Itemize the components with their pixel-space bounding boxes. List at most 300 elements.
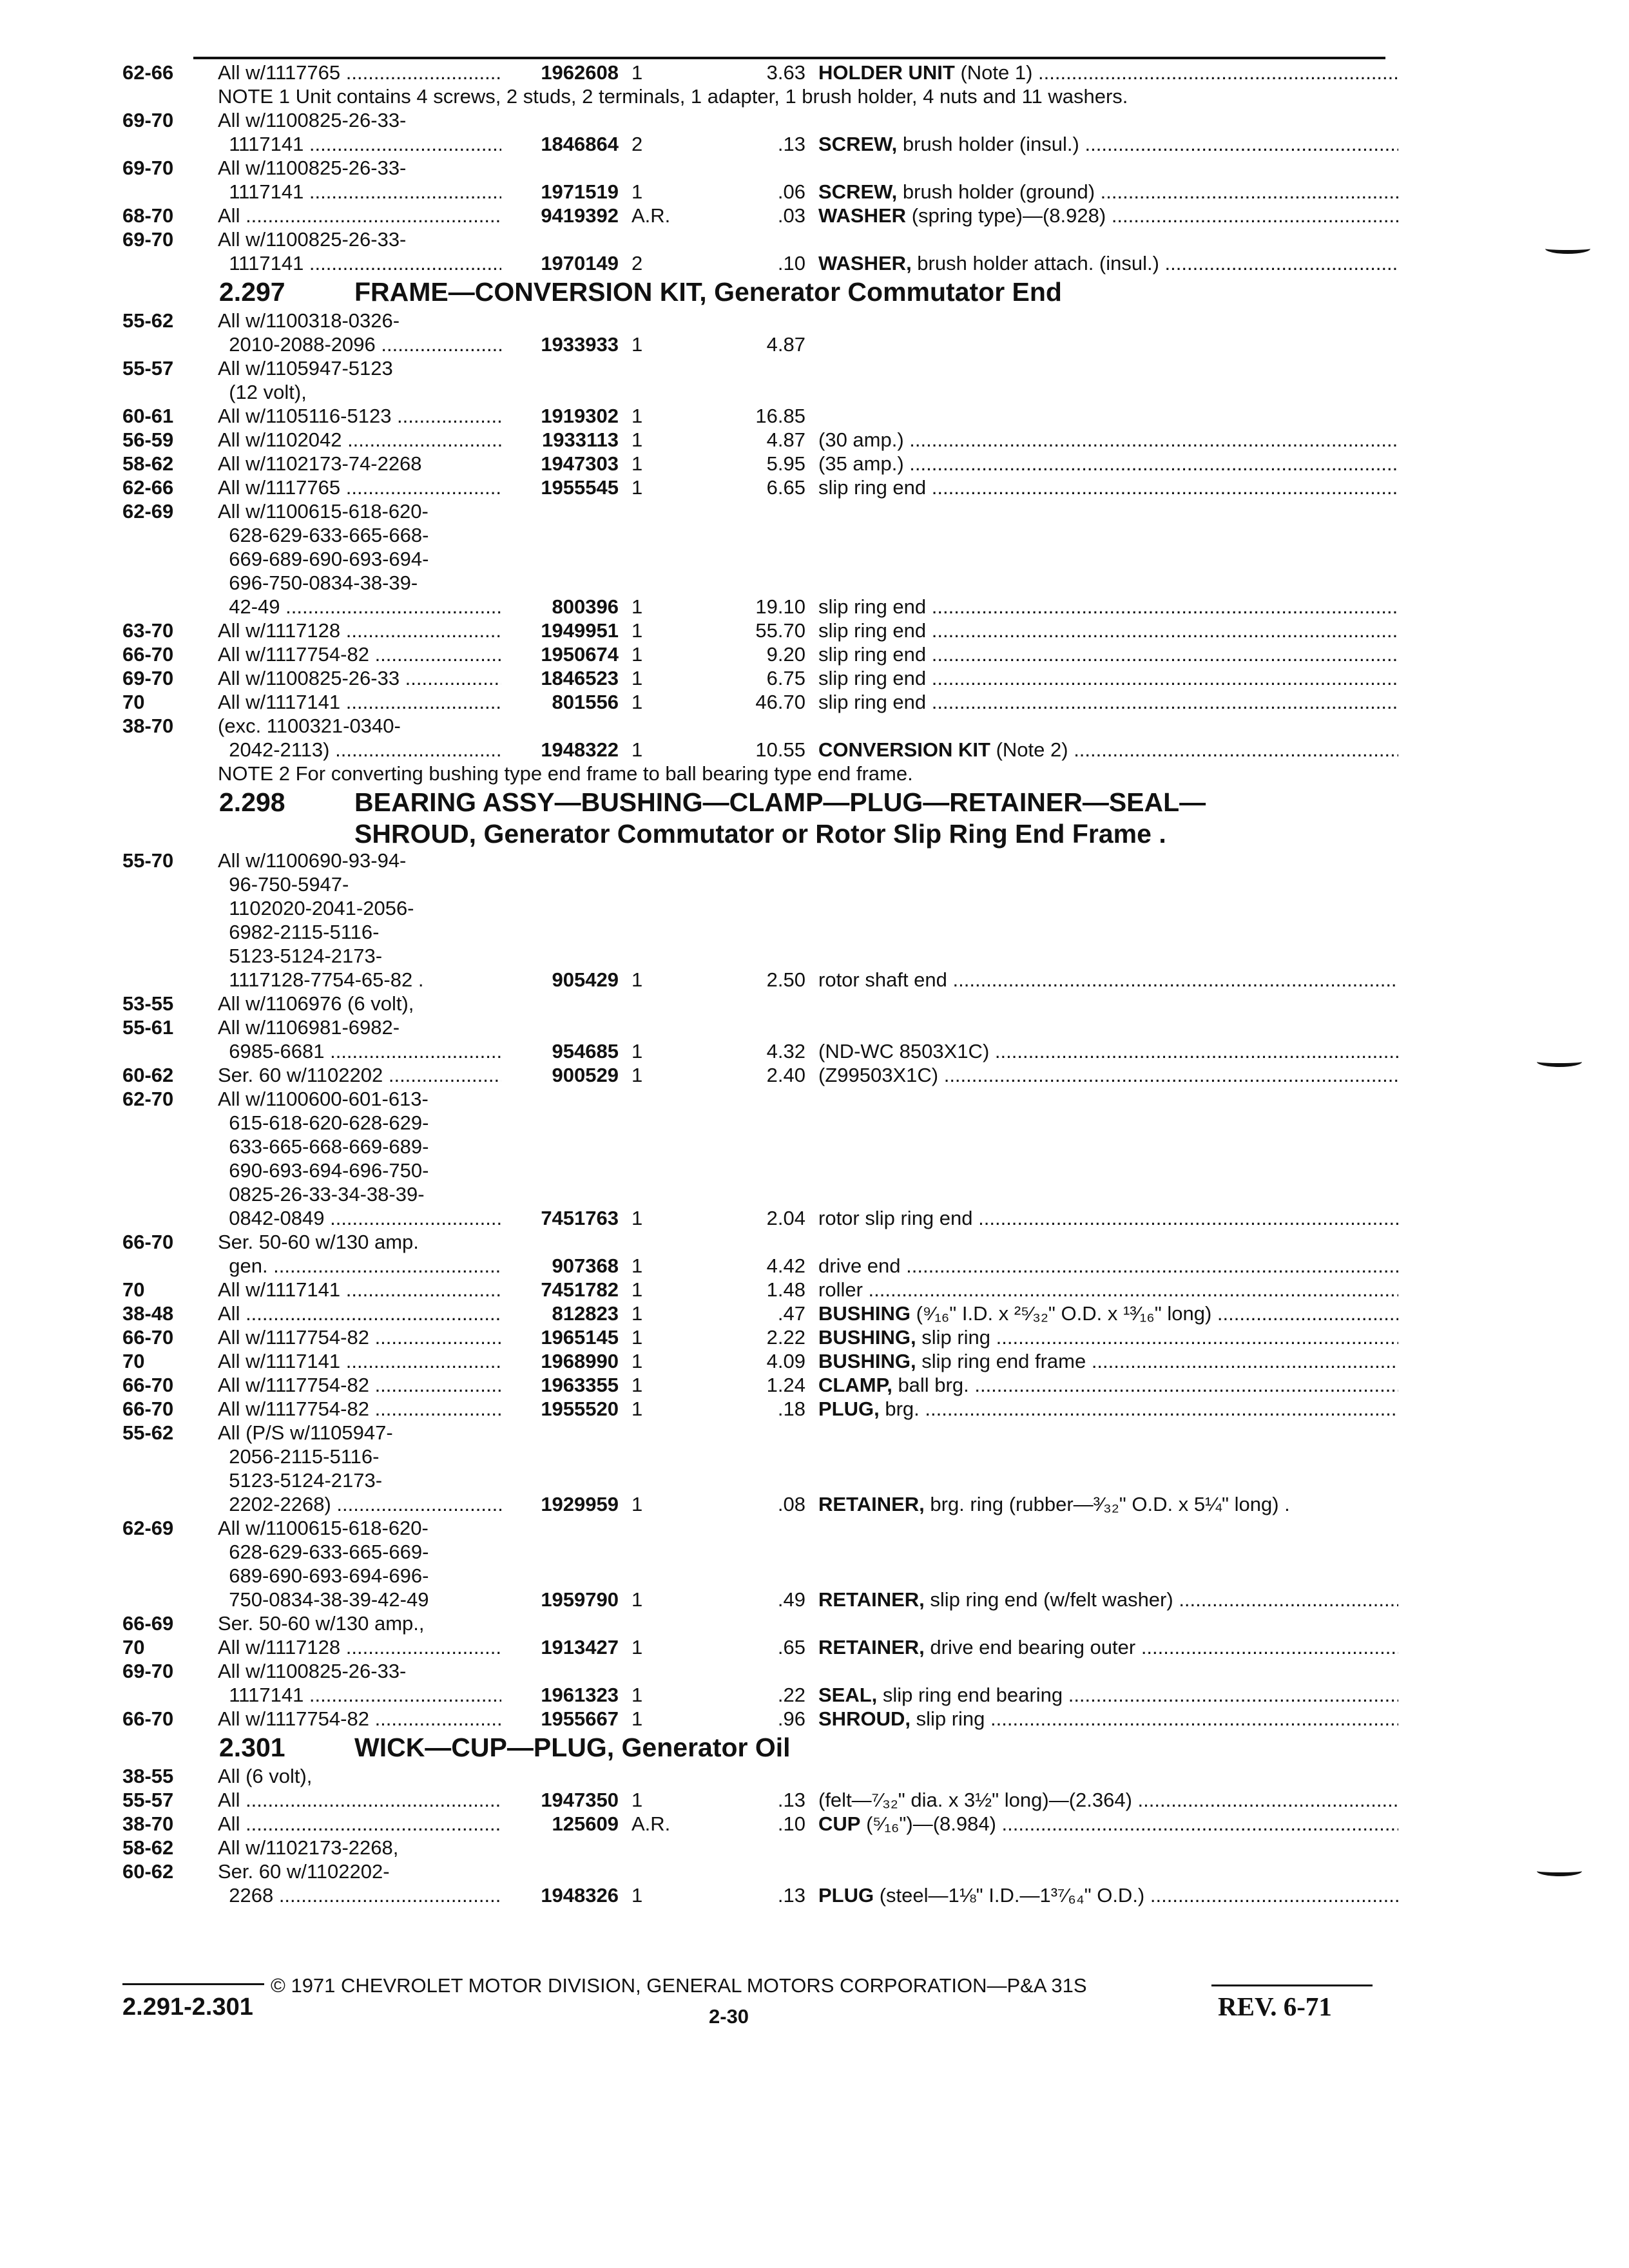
application-text: 6982-2115-5116- [218, 921, 380, 943]
description [818, 428, 1398, 452]
application-text: 6985-6681 [218, 1040, 325, 1062]
model-years: 62-66 [122, 476, 174, 499]
description [818, 476, 1398, 499]
application-text: 690-693-694-696-750- [218, 1159, 429, 1182]
application-text: All [218, 1302, 240, 1325]
section-number: 2.298 [219, 787, 285, 817]
catalog-row [122, 1349, 1385, 1373]
description [818, 1588, 1398, 1611]
description-detail: brg. [879, 1398, 920, 1420]
application [218, 1883, 501, 1907]
price: 4.87 [766, 428, 805, 451]
application [218, 1812, 501, 1836]
catalog-row [122, 1540, 1385, 1564]
quantity: 1 [631, 595, 643, 618]
catalog-row [122, 1063, 1385, 1087]
footer-rule-right [1211, 1984, 1373, 1986]
quantity: 1 [631, 1374, 643, 1396]
catalog-row [122, 1158, 1385, 1182]
application-text: All w/1102042 [218, 428, 342, 451]
part-number: 1961323 [541, 1684, 619, 1706]
description-name: BUSHING, [818, 1350, 916, 1372]
description [818, 1397, 1398, 1421]
application [218, 1015, 611, 1039]
application [218, 1087, 611, 1111]
price: 4.42 [766, 1254, 805, 1277]
description-name: WASHER, [818, 252, 912, 274]
application [218, 332, 501, 356]
model-years: 66-70 [122, 1231, 174, 1253]
price: 5.95 [766, 452, 805, 475]
application-text: 96-750-5947- [218, 873, 349, 896]
application [218, 1707, 501, 1731]
model-years: 66-69 [122, 1612, 174, 1635]
application-text: All w/1117141 [218, 1278, 341, 1301]
quantity: 2 [631, 252, 643, 274]
catalog-row [122, 1683, 1385, 1707]
application-text: 1117128-7754-65-82 . [218, 968, 424, 991]
application [218, 992, 611, 1015]
application [218, 1325, 501, 1349]
application [218, 476, 501, 499]
part-number: 907368 [552, 1254, 619, 1277]
application-text: 0825-26-33-34-38-39- [218, 1183, 425, 1206]
model-years: 70 [122, 1278, 145, 1301]
catalog-row [122, 1111, 1385, 1135]
model-years: 55-57 [122, 357, 174, 380]
part-number: 1950674 [541, 643, 619, 666]
description-detail: drive end bearing outer [924, 1636, 1136, 1658]
description [818, 452, 1398, 476]
application-text: Ser. 50-60 w/130 amp., [218, 1612, 425, 1635]
application-text: All w/1106976 (6 volt), [218, 992, 414, 1015]
quantity: 1 [631, 1636, 643, 1658]
catalog-row [122, 1588, 1385, 1611]
application [218, 738, 501, 762]
part-number: 9419392 [541, 204, 619, 227]
section-title: WICK—CUP—PLUG, Generator Oil [354, 1733, 791, 1762]
section-title-line2: SHROUD, Generator Commutator or Rotor Slip Ring End Frame . [354, 819, 1166, 849]
description-detail: slip ring [910, 1707, 985, 1730]
price: 9.20 [766, 643, 805, 666]
description-detail: rotor shaft end [818, 968, 947, 991]
part-number: 801556 [552, 691, 619, 713]
model-years: 38-48 [122, 1302, 174, 1325]
application [218, 251, 501, 275]
part-number: 812823 [552, 1302, 619, 1325]
description-detail: slip ring end [818, 643, 927, 666]
model-years: 55-70 [122, 849, 174, 872]
part-number: 7451763 [541, 1207, 619, 1229]
application [218, 1836, 611, 1860]
catalog-row [122, 1254, 1385, 1278]
catalog-row [122, 1445, 1385, 1468]
application-text: All w/1117765 [218, 61, 341, 84]
application-text: All w/1100825-26-33- [218, 228, 407, 251]
catalog-row [122, 944, 1385, 968]
application [218, 619, 501, 642]
quantity: 1 [631, 1350, 643, 1372]
application [218, 896, 611, 920]
quantity: 1 [631, 1040, 643, 1062]
application [218, 380, 611, 404]
catalog-row [122, 380, 1385, 404]
model-years: 63-70 [122, 619, 174, 642]
application-text: 1102020-2041-2056- [218, 897, 414, 919]
section-title: BEARING ASSY—BUSHING—CLAMP—PLUG—RETAINER—SEAL— [354, 787, 1206, 817]
application [218, 1182, 611, 1206]
part-number: 1846523 [541, 667, 619, 689]
application [218, 1611, 611, 1635]
catalog-row [122, 132, 1385, 156]
application [218, 1397, 501, 1421]
section-range: 2.291-2.301 [122, 1994, 253, 2021]
application [218, 690, 501, 714]
quantity: 1 [631, 1302, 643, 1325]
application-text: All w/1100318-0326- [218, 309, 400, 332]
application [218, 849, 611, 872]
price: .65 [777, 1636, 805, 1658]
application-text: 2202-2268) [218, 1493, 331, 1515]
description-name: PLUG [818, 1884, 874, 1907]
application-text: 1117141 [218, 133, 304, 155]
price: 4.87 [766, 333, 805, 356]
application [218, 547, 611, 571]
application [218, 1764, 611, 1788]
margin-mark [1537, 1057, 1582, 1067]
part-number: 1971519 [541, 180, 619, 203]
catalog-row [122, 1812, 1385, 1836]
top-rule [193, 57, 1385, 59]
description-name: RETAINER, [818, 1636, 925, 1658]
application-text: Ser. 60 w/1102202 [218, 1064, 383, 1086]
description [818, 1635, 1398, 1659]
description-detail: drive end [818, 1254, 901, 1277]
price: .08 [777, 1493, 805, 1515]
description-name: WASHER [818, 204, 907, 227]
description [818, 1039, 1398, 1063]
description-detail: (⁵⁄₁₆")—(8.984) [860, 1812, 996, 1835]
description [818, 204, 1398, 227]
description-name: SHROUD, [818, 1707, 911, 1730]
description-detail: slip ring end (w/felt washer) [924, 1588, 1173, 1611]
application [218, 1445, 611, 1468]
application-text: All w/1100825-26-33 [218, 667, 400, 689]
copyright-text: © 1971 CHEVROLET MOTOR DIVISION, GENERAL MOTORS CORPORATION—P&A 31S [271, 1974, 1087, 1997]
application-text: All w/1100615-618-620- [218, 500, 429, 523]
application [218, 595, 501, 619]
price: .13 [777, 1884, 805, 1907]
description [818, 132, 1398, 156]
description [818, 619, 1398, 642]
model-years: 69-70 [122, 157, 174, 179]
application [218, 1540, 611, 1564]
application-text: All w/1117754-82 [218, 1326, 369, 1349]
application [218, 227, 611, 251]
model-years: 62-69 [122, 500, 174, 523]
description-detail: brg. ring (rubber—³⁄₃₂" O.D. x 5¼" long) . [924, 1493, 1290, 1515]
catalog-note: NOTE 1 Unit contains 4 screws, 2 studs, 2 terminals, 1 adapter, 1 brush holder, 4 nuts and 11 washers. [218, 85, 1128, 108]
description-name: SCREW, [818, 180, 898, 203]
section-number: 2.301 [219, 1733, 285, 1762]
part-number: 1846864 [541, 133, 619, 155]
description [818, 642, 1398, 666]
description-detail: roller [818, 1278, 863, 1301]
application [218, 1788, 501, 1812]
application-text: All w/1106981-6982- [218, 1016, 400, 1039]
description-detail: slip ring end [818, 595, 927, 618]
catalog-row [122, 1659, 1385, 1683]
price: 2.50 [766, 968, 805, 991]
part-number: 1963355 [541, 1374, 619, 1396]
quantity: 1 [631, 452, 643, 475]
catalog-row [122, 1015, 1385, 1039]
quantity: A.R. [631, 1812, 671, 1835]
application-text: Ser. 60 w/1102202- [218, 1860, 390, 1883]
quantity: A.R. [631, 204, 671, 227]
price: .22 [777, 1684, 805, 1706]
model-years: 69-70 [122, 667, 174, 689]
quantity: 1 [631, 1588, 643, 1611]
application-text: 2056-2115-5116- [218, 1445, 380, 1468]
application [218, 1564, 611, 1588]
catalog-row [122, 1278, 1385, 1302]
model-years: 55-62 [122, 309, 174, 332]
application-text: All w/1105116-5123 [218, 405, 392, 427]
model-years: 70 [122, 1350, 145, 1372]
application-text: All w/1117141 [218, 1350, 341, 1372]
application-text: All w/1117754-82 [218, 1707, 369, 1730]
price: 2.22 [766, 1326, 805, 1349]
catalog-row [122, 309, 1385, 332]
application-text: gen. [218, 1254, 268, 1277]
description-detail: (felt—⁷⁄₃₂" dia. x 3½" long)—(2.364) [818, 1789, 1132, 1811]
catalog-row [122, 1516, 1385, 1540]
catalog-row [122, 499, 1385, 523]
catalog-row [122, 180, 1385, 204]
application [218, 61, 501, 84]
price: .96 [777, 1707, 805, 1730]
application [218, 1111, 611, 1135]
quantity: 1 [631, 1254, 643, 1277]
catalog-row [122, 452, 1385, 476]
application-text: 696-750-0834-38-39- [218, 572, 418, 594]
price: .10 [777, 1812, 805, 1835]
application [218, 920, 611, 944]
price: 16.85 [755, 405, 805, 427]
application [218, 204, 501, 227]
application-text: (12 volt), [218, 381, 307, 403]
application [218, 666, 501, 690]
catalog-row [122, 714, 1385, 738]
description-detail: slip ring end bearing [877, 1684, 1063, 1706]
application-text: 2268 [218, 1884, 274, 1907]
catalog-section [122, 1731, 1385, 1907]
application [218, 1468, 611, 1492]
description-detail: slip ring end [818, 667, 927, 689]
part-number: 125609 [552, 1812, 619, 1835]
description-name: SEAL, [818, 1684, 878, 1706]
part-number: 1949951 [541, 619, 619, 642]
application-text: All w/1117754-82 [218, 643, 369, 666]
application [218, 1278, 501, 1302]
catalog-row [122, 108, 1385, 132]
application [218, 1373, 501, 1397]
catalog-row [122, 227, 1385, 251]
application [218, 1659, 611, 1683]
catalog-row [122, 1635, 1385, 1659]
catalog-row [122, 1788, 1385, 1812]
application [218, 1860, 611, 1883]
quantity: 1 [631, 1326, 643, 1349]
price: .03 [777, 204, 805, 227]
part-number: 1948322 [541, 738, 619, 761]
application [218, 108, 611, 132]
application [218, 1492, 501, 1516]
application-text: 669-689-690-693-694- [218, 548, 429, 570]
margin-mark [1545, 244, 1590, 254]
application [218, 571, 611, 595]
part-number: 1955520 [541, 1398, 619, 1420]
catalog-row [122, 1611, 1385, 1635]
quantity: 1 [631, 738, 643, 761]
application-text: All [218, 1812, 240, 1835]
catalog-row [122, 1182, 1385, 1206]
application [218, 1135, 611, 1158]
application [218, 1349, 501, 1373]
description [818, 1373, 1398, 1397]
model-years: 70 [122, 1636, 145, 1658]
catalog-row [122, 523, 1385, 547]
catalog-row [122, 690, 1385, 714]
catalog-row [122, 476, 1385, 499]
catalog-row [122, 1230, 1385, 1254]
application [218, 1063, 501, 1087]
application [218, 180, 501, 204]
description-detail: (spring type)—(8.928) [906, 204, 1106, 227]
application-text: 1117141 [218, 180, 304, 203]
description [818, 738, 1398, 762]
catalog-row [122, 968, 1385, 992]
model-years: 55-62 [122, 1421, 174, 1444]
description [818, 1492, 1398, 1516]
price: .10 [777, 252, 805, 274]
application-text: All w/1117754-82 [218, 1398, 369, 1420]
catalog-row [122, 1883, 1385, 1907]
application-text: 615-618-620-628-629- [218, 1111, 429, 1134]
description [818, 1683, 1398, 1707]
catalog-row [122, 738, 1385, 762]
catalog-row [122, 1135, 1385, 1158]
model-years: 60-61 [122, 405, 174, 427]
catalog-row [122, 1860, 1385, 1883]
application-text: 689-690-693-694-696- [218, 1564, 429, 1587]
part-number: 1968990 [541, 1350, 619, 1372]
price: .49 [777, 1588, 805, 1611]
application [218, 1039, 501, 1063]
model-years: 53-55 [122, 992, 174, 1015]
quantity: 1 [631, 180, 643, 203]
application [218, 428, 501, 452]
part-number: 1965145 [541, 1326, 619, 1349]
part-number: 1913427 [541, 1636, 619, 1658]
application-text: All w/1100825-26-33- [218, 109, 407, 131]
catalog-section [122, 61, 1385, 275]
part-number: 1933113 [542, 428, 619, 451]
application-text: 42-49 [218, 595, 280, 618]
part-number: 1948326 [541, 1884, 619, 1907]
description [818, 1254, 1398, 1278]
catalog-row [122, 849, 1385, 872]
quantity: 1 [631, 1398, 643, 1420]
footer-rule-left [122, 1983, 264, 1985]
application-text: All w/1102173-2268, [218, 1836, 399, 1859]
catalog-row [122, 1087, 1385, 1111]
application-text: 628-629-633-665-669- [218, 1541, 429, 1563]
quantity: 1 [631, 333, 643, 356]
model-years: 62-69 [122, 1517, 174, 1539]
part-number: 1959790 [541, 1588, 619, 1611]
price: 2.04 [766, 1207, 805, 1229]
catalog-row [122, 428, 1385, 452]
description [818, 1063, 1398, 1087]
catalog-row [122, 1325, 1385, 1349]
description [818, 690, 1398, 714]
section-heading [122, 275, 1385, 309]
price: 6.75 [766, 667, 805, 689]
application-text: All w/1100825-26-33- [218, 157, 407, 179]
quantity: 2 [631, 133, 643, 155]
model-years: 62-70 [122, 1088, 174, 1110]
model-years: 66-70 [122, 643, 174, 666]
application [218, 1516, 611, 1540]
catalog-note: NOTE 2 For converting bushing type end frame to ball bearing type end frame. [218, 762, 913, 785]
application [218, 872, 611, 896]
catalog-row [122, 1468, 1385, 1492]
price: .06 [777, 180, 805, 203]
quantity: 1 [631, 476, 643, 499]
price: 2.40 [766, 1064, 805, 1086]
catalog-row [122, 666, 1385, 690]
revision-label: REV. 6-71 [1218, 1992, 1332, 2021]
part-number: 1970149 [541, 252, 619, 274]
catalog-row [122, 1039, 1385, 1063]
price: 10.55 [755, 738, 805, 761]
catalog-row [122, 547, 1385, 571]
quantity: 1 [631, 1707, 643, 1730]
part-number: 1955545 [541, 476, 619, 499]
part-number: 7451782 [541, 1278, 619, 1301]
catalog-row [122, 61, 1385, 84]
model-years: 69-70 [122, 109, 174, 131]
application-text: All (P/S w/1105947- [218, 1421, 393, 1444]
section-heading-continued [122, 819, 1385, 849]
application [218, 642, 501, 666]
model-years: 56-59 [122, 428, 174, 451]
catalog-row [122, 642, 1385, 666]
application-text: Ser. 50-60 w/130 amp. [218, 1231, 419, 1253]
description-detail: slip ring end [818, 691, 927, 713]
application-text: 5123-5124-2173- [218, 945, 383, 967]
price: 1.24 [766, 1374, 805, 1396]
model-years: 68-70 [122, 204, 174, 227]
quantity: 1 [631, 1207, 643, 1229]
margin-mark [1537, 1866, 1582, 1876]
description-detail: (Note 2) [990, 738, 1068, 761]
part-number: 1929959 [541, 1493, 619, 1515]
model-years: 66-70 [122, 1398, 174, 1420]
description-detail: brush holder (insul.) [897, 133, 1079, 155]
